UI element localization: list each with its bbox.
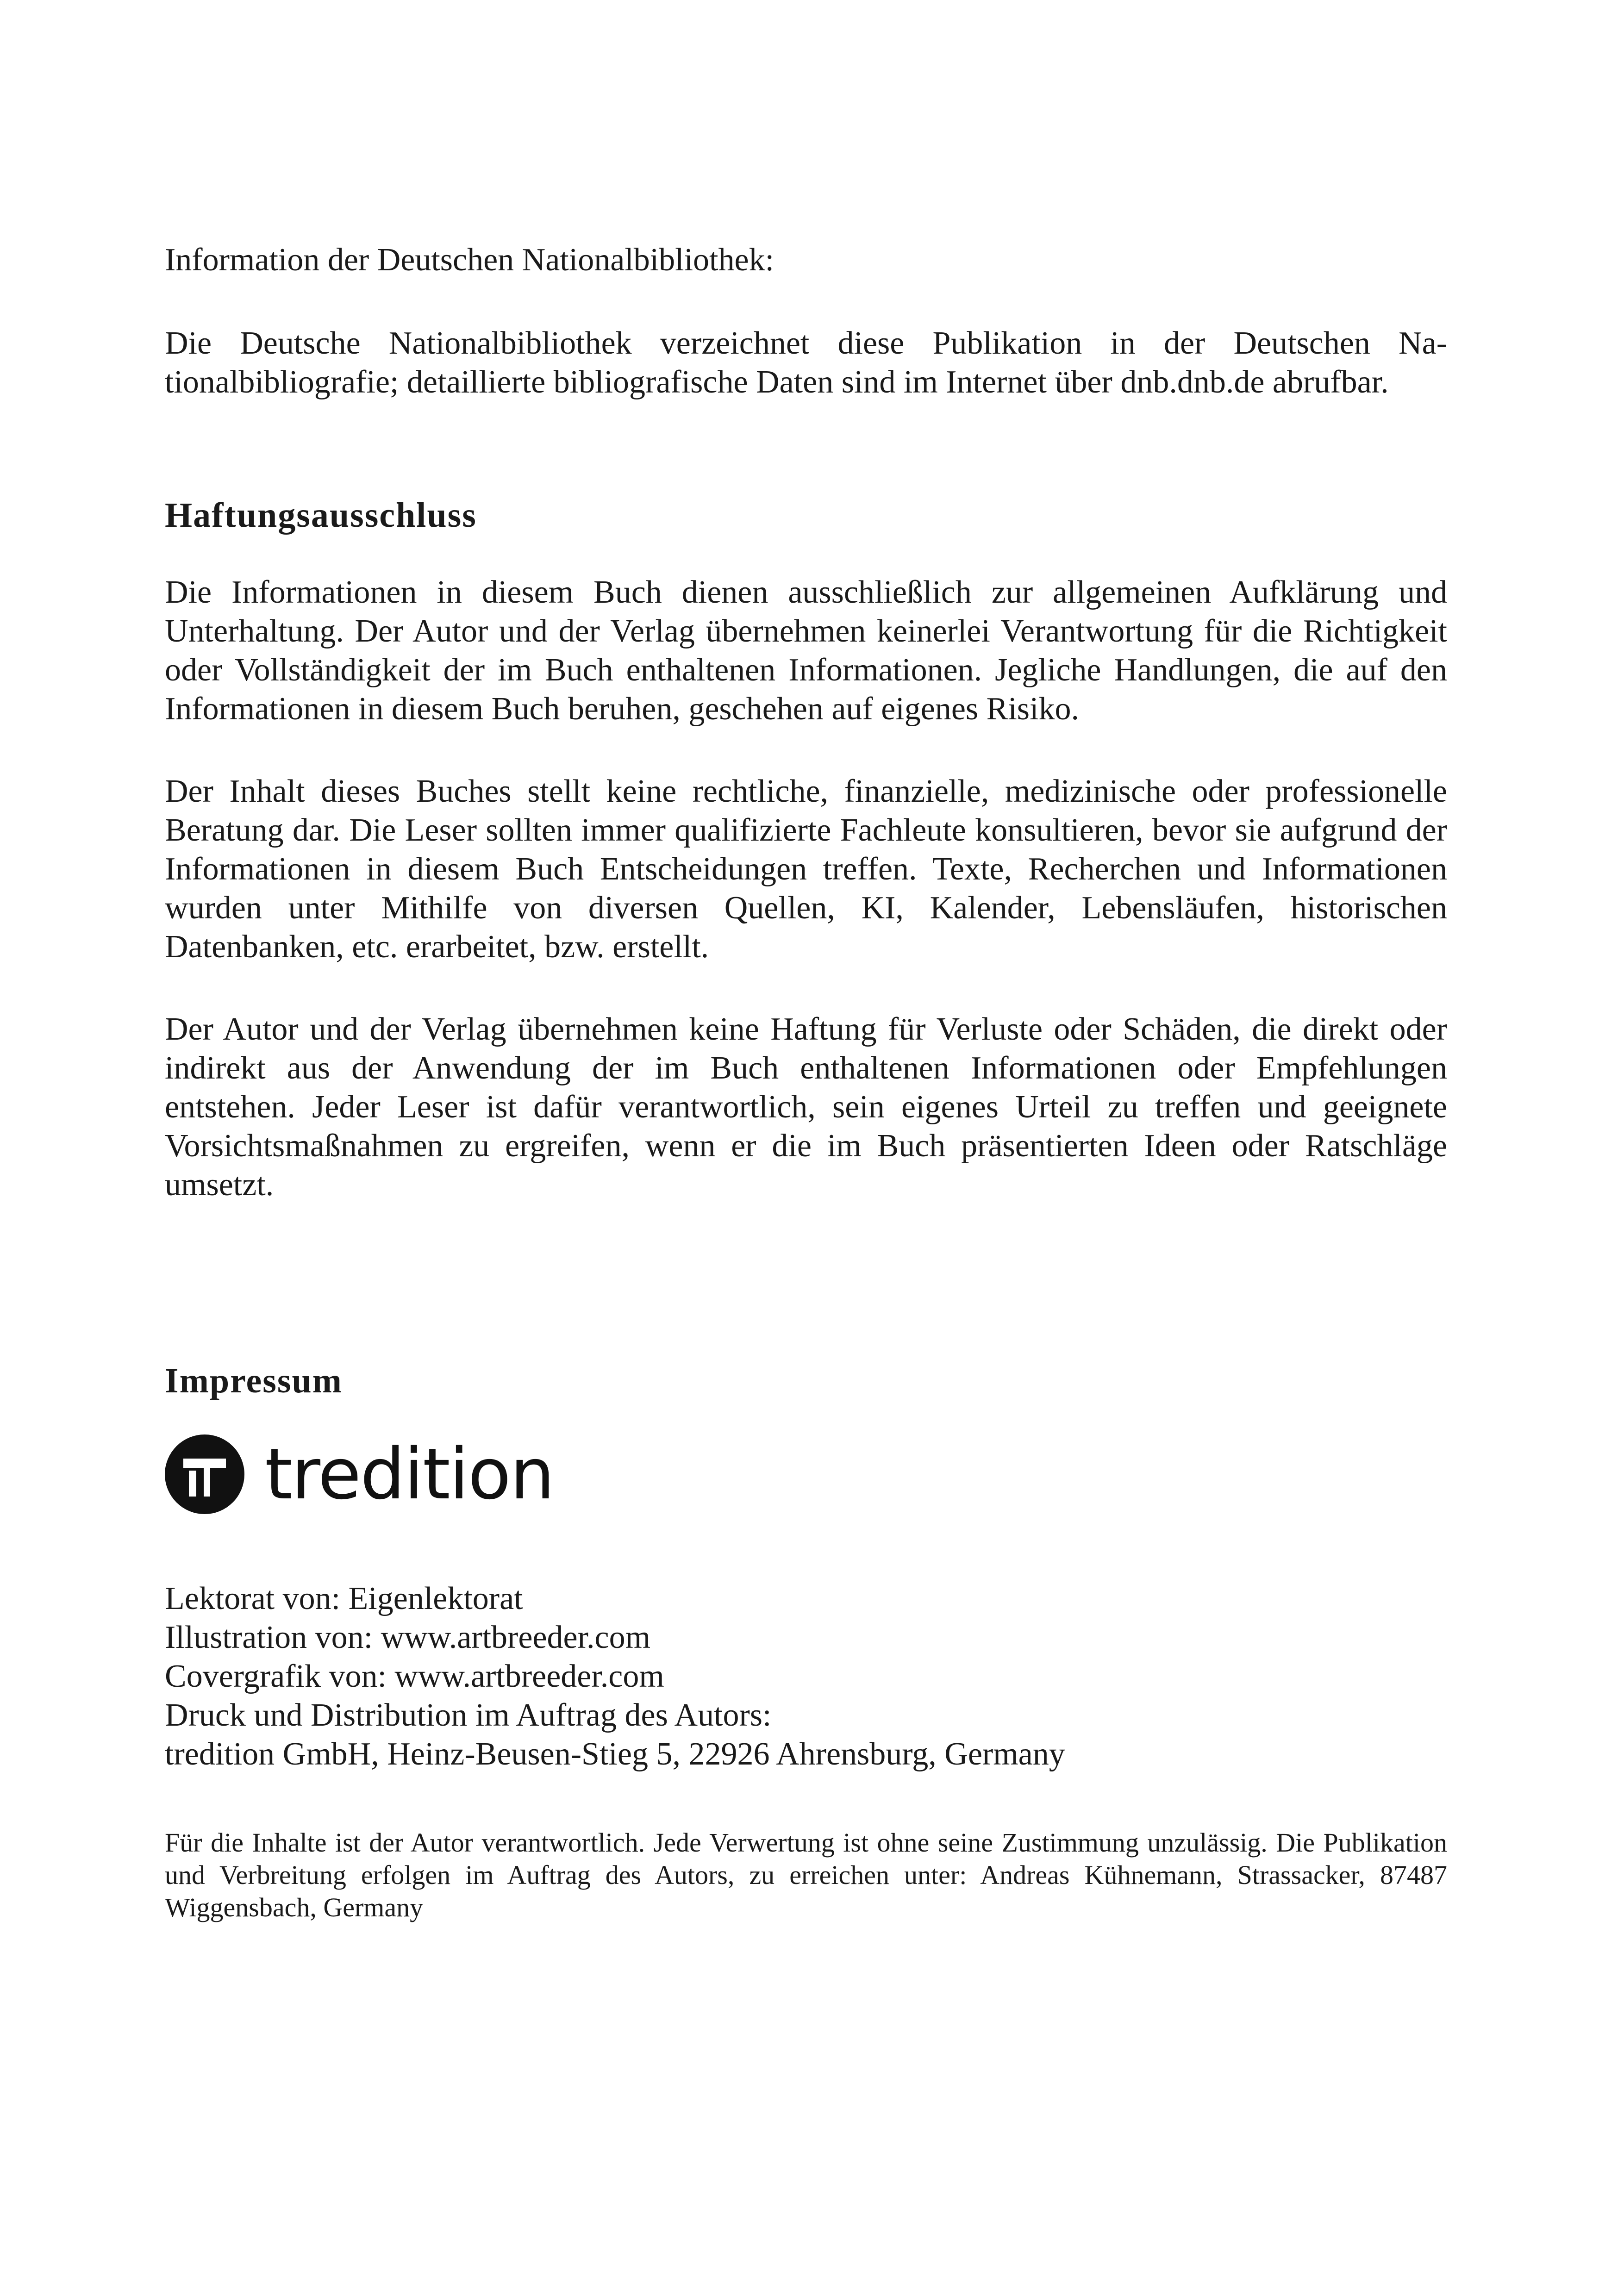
tredition-logo-icon xyxy=(165,1434,244,1514)
impressum-line: Lektorat von: Eigenlektorat xyxy=(165,1581,523,1616)
impressum-footer: Für die Inhalte ist der Autor verantwortlich. Jede Verwertung ist ohne seine Zustimmung unzulässig. Die Publikation und Verbreitung erfolgen im Auftrag des Autors, zu erreichen unter: Andreas Kühnemann, Strassacker, 87487 Wiggensbach, Germany xyxy=(165,1827,1447,1922)
impressum-line: Covergrafik von: www.artbreeder.com xyxy=(165,1659,664,1694)
dnb-heading: Information der Deutschen Nationalbibliothek: xyxy=(165,242,775,278)
disclaimer-heading: Haftungsausschluss xyxy=(165,496,477,535)
impressum-line: tredition GmbH, Heinz-Beusen-Stieg 5, 22926 Ahrensburg, Germany xyxy=(165,1736,1065,1772)
impressum-credits xyxy=(165,1579,1447,1774)
dnb-text: Die Deutsche Nationalbibliothek verzeichnet diese Publikation in der Deutschen Nationalbibliografie; detaillierte bibliografische Daten sind im Internet über dnb.dnb.de abrufbar. xyxy=(165,325,1447,400)
impressum-line: Illustration von: www.artbreeder.com xyxy=(165,1620,651,1655)
impressum-line: Druck und Distribution im Auftrag des Autors: xyxy=(165,1697,772,1733)
tredition-logo xyxy=(165,1430,554,1518)
tredition-logo-text: tredition xyxy=(265,1433,554,1515)
impressum-heading: Impressum xyxy=(165,1361,343,1400)
disclaimer-paragraph-2: Der Inhalt dieses Buches stellt keine rechtliche, finanzielle, medizinische oder professionelle Beratung dar. Die Leser sollten immer qualifizierte Fachleute konsultieren, bevor sie aufgrund der Informationen in diesem Buch Entscheidungen treffen. Texte, Recherchen und Informationen wurden unter Mithilfe von diversen Quellen, KI, Kalender, Lebensläufen, historischen Datenbanken, etc. erarbeitet, bzw. erstellt. xyxy=(165,773,1447,965)
disclaimer-paragraph-1: Die Informationen in diesem Buch dienen ausschließlich zur allgemeinen Aufklärung und Unterhaltung. Der Autor und der Verlag übernehmen keinerlei Verantwortung für die Richtigkeit oder Vollständigkeit der im Buch enthaltenen Informationen. Jegliche Handlungen, die auf den Informationen in diesem Buch beruhen, geschehen auf eigenes Risiko. xyxy=(165,574,1447,727)
disclaimer-paragraph-3: Der Autor und der Verlag übernehmen keine Haftung für Verluste oder Schäden, die direkt oder indirekt aus der Anwendung der im Buch enthaltenen Informationen oder Empfehlungen entstehen. Jeder Leser ist dafür verantwortlich, sein eigenes Urteil zu treffen und geeignete Vorsichtsmaßnahmen zu ergreifen, wenn er die im Buch präsentierten Ideen oder Ratschläge umsetzt. xyxy=(165,1011,1447,1203)
